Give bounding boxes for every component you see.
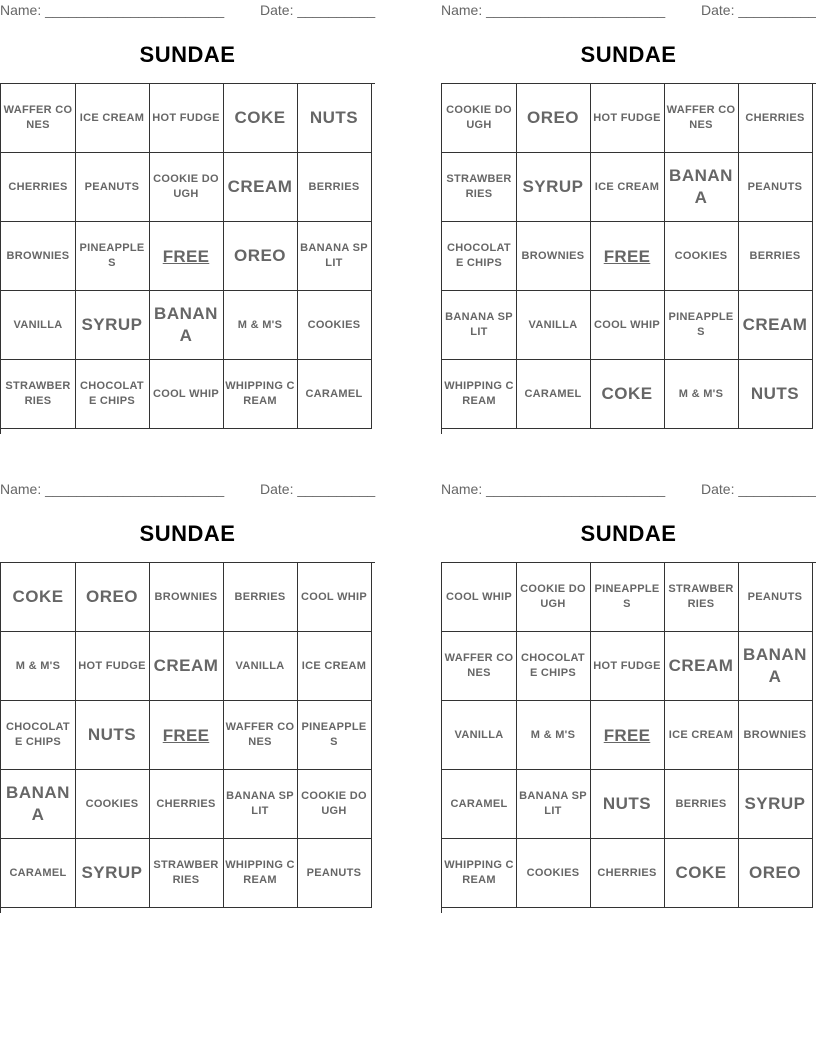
bingo-cell[interactable]: CREAM (149, 632, 224, 701)
bingo-cell[interactable]: COOKIE DOUGH (442, 84, 517, 153)
bingo-cell[interactable]: BANANA (664, 153, 739, 222)
bingo-cell[interactable]: M & M'S (223, 291, 298, 360)
bingo-cell[interactable]: NUTS (738, 360, 813, 429)
bingo-cell[interactable]: NUTS (590, 770, 665, 839)
card-header (441, 479, 816, 501)
bingo-cell[interactable]: WAFFER CONES (442, 632, 517, 701)
bingo-cell[interactable]: SYRUP (516, 153, 591, 222)
bingo-cell[interactable]: COOL WHIP (149, 360, 224, 429)
bingo-cell[interactable]: STRAWBERRIES (442, 153, 517, 222)
bingo-cell[interactable]: NUTS (75, 701, 150, 770)
name-field[interactable]: Name: _______________________ (441, 2, 666, 18)
card-header (0, 479, 375, 501)
bingo-cell[interactable]: SYRUP (75, 291, 150, 360)
bingo-card-1 (0, 0, 376, 407)
bingo-cell[interactable]: SYRUP (75, 839, 150, 908)
bingo-cell[interactable]: BROWNIES (516, 222, 591, 291)
free-space-cell[interactable]: FREE (590, 222, 665, 291)
bingo-cell[interactable]: BANANA SPLIT (297, 222, 372, 291)
bingo-cell[interactable]: HOT FUDGE (75, 632, 150, 701)
bingo-cell[interactable]: CHOCOLATE CHIPS (75, 360, 150, 429)
bingo-cell[interactable]: CHOCOLATE CHIPS (1, 701, 76, 770)
bingo-cell[interactable]: CHERRIES (738, 84, 813, 153)
bingo-cell[interactable]: HOT FUDGE (590, 632, 665, 701)
bingo-cell[interactable]: PINEAPPLES (75, 222, 150, 291)
bingo-grid (441, 562, 816, 913)
bingo-card-3 (0, 479, 376, 886)
bingo-cell[interactable]: BANANA (1, 770, 76, 839)
card-header (0, 0, 375, 22)
bingo-cell[interactable]: ICE CREAM (75, 84, 150, 153)
bingo-cell[interactable]: BROWNIES (738, 701, 813, 770)
card-title: SUNDAE (580, 42, 677, 67)
bingo-cell[interactable]: WHIPPING CREAM (442, 839, 517, 908)
bingo-cell[interactable]: CREAM (223, 153, 298, 222)
bingo-cell[interactable]: BANANA SPLIT (442, 291, 517, 360)
bingo-cell[interactable]: COOL WHIP (297, 563, 372, 632)
bingo-cell[interactable]: ICE CREAM (664, 701, 739, 770)
bingo-cell[interactable]: ICE CREAM (590, 153, 665, 222)
bingo-cell[interactable]: SYRUP (738, 770, 813, 839)
bingo-cell[interactable]: COOKIES (75, 770, 150, 839)
bingo-cell[interactable]: CARAMEL (297, 360, 372, 429)
bingo-cell[interactable]: STRAWBERRIES (664, 563, 739, 632)
bingo-cell[interactable]: BERRIES (664, 770, 739, 839)
bingo-cell[interactable]: OREO (516, 84, 591, 153)
bingo-cell[interactable]: STRAWBERRIES (149, 839, 224, 908)
bingo-cell[interactable]: OREO (223, 222, 298, 291)
bingo-cell[interactable]: OREO (738, 839, 813, 908)
bingo-cell[interactable]: BANANA SPLIT (516, 770, 591, 839)
bingo-cell[interactable]: BERRIES (297, 153, 372, 222)
bingo-cell[interactable]: PINEAPPLES (297, 701, 372, 770)
bingo-cell[interactable]: WHIPPING CREAM (223, 839, 298, 908)
name-field[interactable]: Name: _______________________ (0, 2, 225, 18)
bingo-cell[interactable]: PEANUTS (297, 839, 372, 908)
bingo-cell[interactable]: ICE CREAM (297, 632, 372, 701)
date-field[interactable]: Date: __________ (260, 2, 376, 18)
bingo-cell[interactable]: COKE (223, 84, 298, 153)
bingo-cell[interactable]: COOL WHIP (442, 563, 517, 632)
bingo-grid (0, 83, 375, 434)
bingo-cell[interactable]: BERRIES (738, 222, 813, 291)
bingo-cell[interactable]: COOKIES (664, 222, 739, 291)
bingo-cell[interactable]: COOKIES (516, 839, 591, 908)
bingo-cell[interactable]: COOKIE DOUGH (516, 563, 591, 632)
bingo-cell[interactable]: BROWNIES (1, 222, 76, 291)
bingo-cell[interactable]: M & M'S (516, 701, 591, 770)
bingo-cell[interactable]: HOT FUDGE (149, 84, 224, 153)
free-space-cell[interactable]: FREE (149, 222, 224, 291)
bingo-cell[interactable]: CARAMEL (1, 839, 76, 908)
bingo-cell[interactable]: CREAM (738, 291, 813, 360)
bingo-cell[interactable]: BROWNIES (149, 563, 224, 632)
card-title: SUNDAE (580, 521, 677, 546)
bingo-cell[interactable]: CHERRIES (149, 770, 224, 839)
bingo-cell[interactable]: PINEAPPLES (664, 291, 739, 360)
bingo-cell[interactable]: CHERRIES (1, 153, 76, 222)
bingo-cell[interactable]: VANILLA (516, 291, 591, 360)
bingo-cell[interactable]: WHIPPING CREAM (223, 360, 298, 429)
bingo-cell[interactable]: COKE (590, 360, 665, 429)
bingo-cell[interactable]: CREAM (664, 632, 739, 701)
bingo-cell[interactable]: COOL WHIP (590, 291, 665, 360)
bingo-cell[interactable]: BERRIES (223, 563, 298, 632)
bingo-cell[interactable]: STRAWBERRIES (1, 360, 76, 429)
bingo-cell[interactable]: CHERRIES (590, 839, 665, 908)
card-title: SUNDAE (139, 521, 236, 546)
bingo-cell[interactable]: PEANUTS (738, 153, 813, 222)
bingo-cell[interactable]: PINEAPPLES (590, 563, 665, 632)
bingo-cell[interactable]: OREO (75, 563, 150, 632)
bingo-cell[interactable]: VANILLA (442, 701, 517, 770)
date-field[interactable]: Date: __________ (701, 481, 816, 497)
bingo-cell[interactable]: PEANUTS (75, 153, 150, 222)
bingo-cell[interactable]: WAFFER CONES (1, 84, 76, 153)
bingo-grid (441, 83, 816, 434)
name-field[interactable]: Name: _______________________ (0, 481, 225, 497)
date-field[interactable]: Date: __________ (701, 2, 816, 18)
bingo-card-2 (441, 0, 816, 407)
bingo-cell[interactable]: PEANUTS (738, 563, 813, 632)
bingo-cell[interactable]: BANANA (149, 291, 224, 360)
bingo-cell[interactable]: VANILLA (223, 632, 298, 701)
card-header (441, 0, 816, 22)
bingo-card-4 (441, 479, 816, 886)
bingo-cell[interactable]: WAFFER CONES (664, 84, 739, 153)
bingo-cell[interactable]: COOKIE DOUGH (149, 153, 224, 222)
bingo-cell[interactable]: COOKIES (297, 291, 372, 360)
bingo-cell[interactable]: CHOCOLATE CHIPS (442, 222, 517, 291)
bingo-cell[interactable]: BANANA SPLIT (223, 770, 298, 839)
bingo-cell[interactable]: M & M'S (664, 360, 739, 429)
bingo-cell[interactable]: WHIPPING CREAM (442, 360, 517, 429)
bingo-cell[interactable]: WAFFER CONES (223, 701, 298, 770)
name-field[interactable]: Name: _______________________ (441, 481, 666, 497)
free-space-cell[interactable]: FREE (590, 701, 665, 770)
bingo-cell[interactable]: M & M'S (1, 632, 76, 701)
bingo-grid (0, 562, 375, 913)
bingo-cell[interactable]: CARAMEL (442, 770, 517, 839)
free-space-cell[interactable]: FREE (149, 701, 224, 770)
date-field[interactable]: Date: __________ (260, 481, 376, 497)
bingo-cell[interactable]: HOT FUDGE (590, 84, 665, 153)
bingo-cell[interactable]: CARAMEL (516, 360, 591, 429)
bingo-cell[interactable]: COOKIE DOUGH (297, 770, 372, 839)
bingo-cell[interactable]: NUTS (297, 84, 372, 153)
card-title: SUNDAE (139, 42, 236, 67)
bingo-cell[interactable]: COKE (1, 563, 76, 632)
bingo-cell[interactable]: VANILLA (1, 291, 76, 360)
bingo-cell[interactable]: CHOCOLATE CHIPS (516, 632, 591, 701)
bingo-cell[interactable]: BANANA (738, 632, 813, 701)
bingo-cell[interactable]: COKE (664, 839, 739, 908)
